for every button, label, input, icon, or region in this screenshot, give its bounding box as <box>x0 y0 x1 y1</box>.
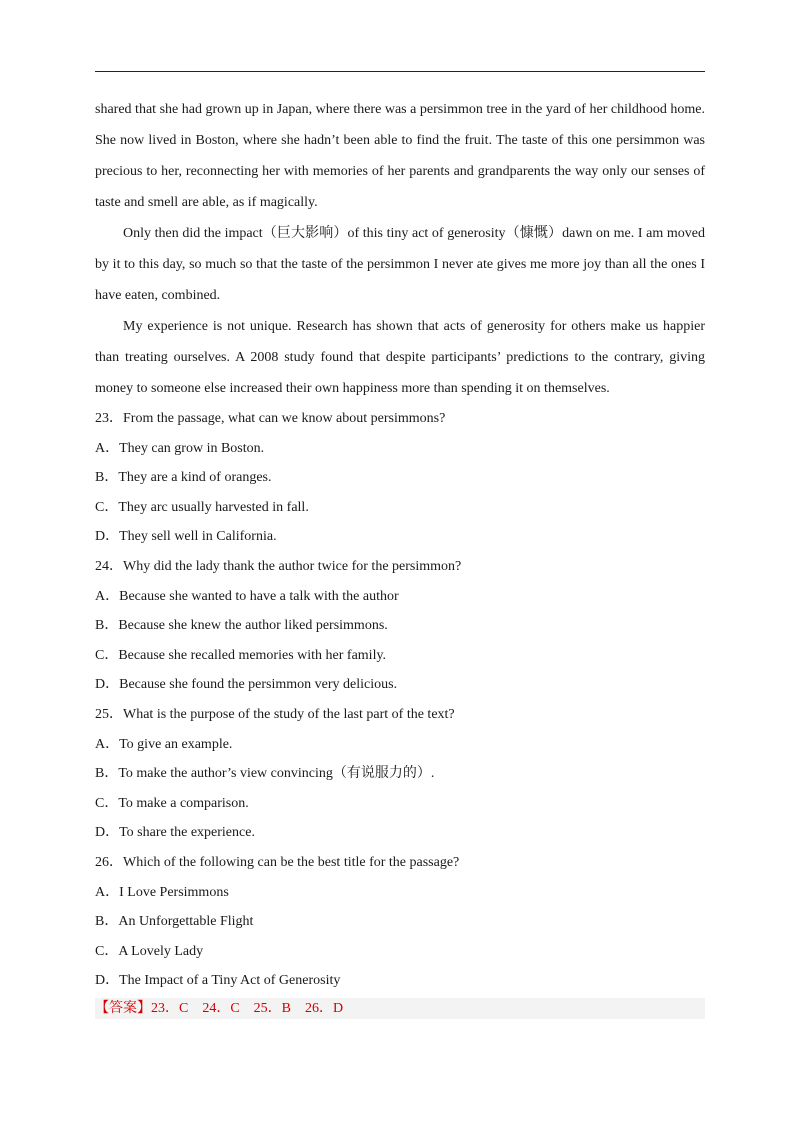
option-d: D．The Impact of a Tiny Act of Generosity <box>95 973 341 989</box>
option-b: B．To make the author’s view convincing（有说服力的）. <box>95 766 435 782</box>
question-stem: 25．What is the purpose of the study of the last part of the text? <box>95 706 455 722</box>
question-stem: 24．Why did the lady thank the author twice for the persimmon? <box>95 558 462 574</box>
question-23 <box>95 404 705 552</box>
option-c: C．To make a comparison. <box>95 795 249 811</box>
option-c: C．Because she recalled memories with her family. <box>95 647 387 663</box>
option-d: D．Because she found the persimmon very delicious. <box>95 677 398 693</box>
option-d: D．They sell well in California. <box>95 529 277 545</box>
question-26 <box>95 848 705 996</box>
option-c: C．They arc usually harvested in fall. <box>95 499 309 515</box>
answer-key: 【答案】23．C 24．C 25．B 26．D <box>95 998 705 1019</box>
question-stem: 26．Which of the following can be the best title for the passage? <box>95 854 460 870</box>
question-stem: 23．From the passage, what can we know about persimmons? <box>95 411 446 426</box>
question-24 <box>95 552 705 700</box>
passage-paragraph-1: shared that she had grown up in Japan, where there was a persimmon tree in the yard of her childhood home. She now lived in Boston, where she hadn’t been able to find the fruit. The taste of this one persimmon was precious to her, reconnecting her with memories of her parents and grandparents the way only our senses of taste and smell are able, as if magically. <box>95 102 705 210</box>
option-b: B．They are a kind of oranges. <box>95 470 272 486</box>
passage-paragraph-2: Only then did the impact（巨大影响）of this tiny act of generosity（慷慨）dawn on me. I am moved by it to this day, so much so that the taste of the persimmon I never ate gives me more joy than all the ones I have eaten, combined. <box>95 226 705 303</box>
option-b: B．Because she knew the author liked persimmons. <box>95 618 388 634</box>
option-a: A．I Love Persimmons <box>95 884 229 900</box>
option-c: C．A Lovely Lady <box>95 943 204 959</box>
option-a: A．They can grow in Boston. <box>95 440 265 456</box>
option-a: A．To give an example. <box>95 736 233 752</box>
header-rule <box>95 71 705 72</box>
passage-paragraph-3: My experience is not unique. Research has shown that acts of generosity for others make us happier than treating ourselves. A 2008 study found that despite participants’ predictions to the contrary, giving money to someone else increased their own happiness more than spending it on themselves. <box>95 319 705 396</box>
option-b: B．An Unforgettable Flight <box>95 914 254 930</box>
document-body <box>95 94 705 1019</box>
question-25 <box>95 700 705 848</box>
option-d: D．To share the experience. <box>95 825 255 841</box>
option-a: A．Because she wanted to have a talk with the author <box>95 588 399 604</box>
